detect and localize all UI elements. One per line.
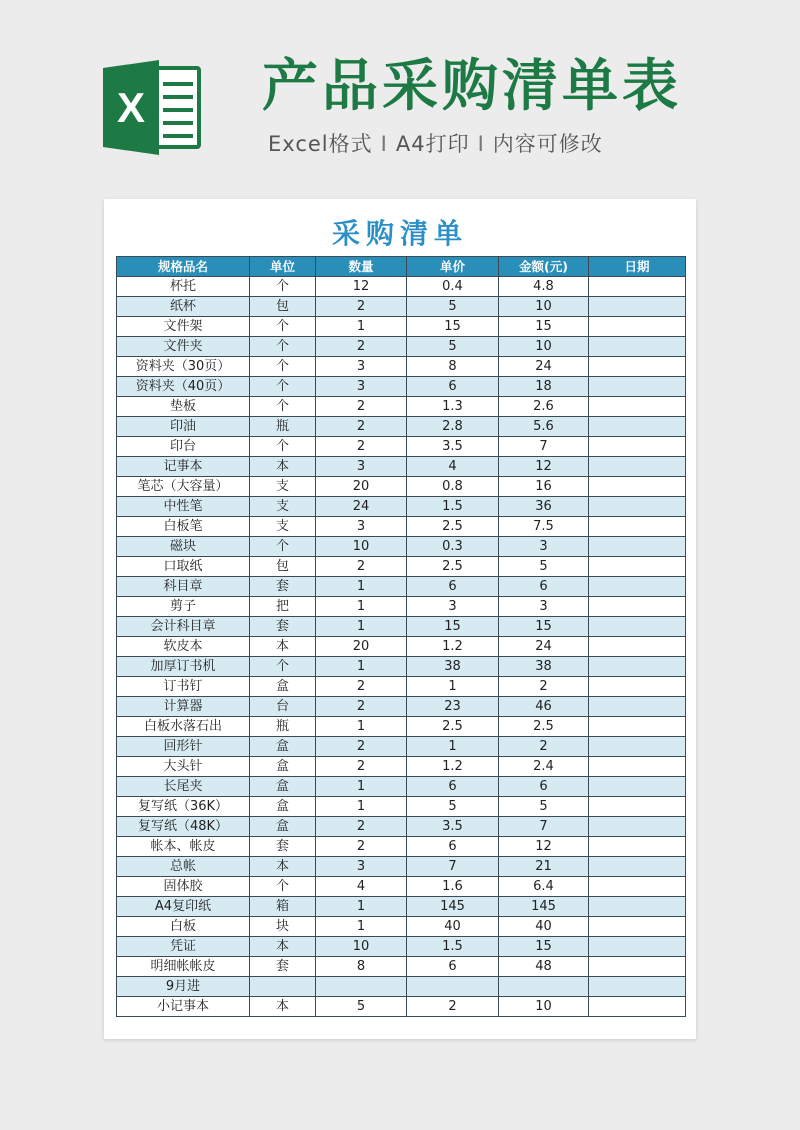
cell-amount[interactable]: 21: [499, 857, 589, 877]
cell-quantity[interactable]: 10: [316, 537, 407, 557]
cell-quantity[interactable]: 4: [316, 877, 407, 897]
table-row: [117, 977, 686, 997]
cell-quantity[interactable]: [316, 977, 407, 997]
table-row: [117, 337, 686, 357]
cell-item-name[interactable]: 中性笔: [117, 497, 250, 517]
cell-item-name[interactable]: 会计科目章: [117, 617, 250, 637]
cell-quantity[interactable]: 2: [316, 817, 407, 837]
cell-unit-price[interactable]: 6: [407, 777, 499, 797]
cell-unit-price[interactable]: 40: [407, 917, 499, 937]
cell-amount[interactable]: 7: [499, 437, 589, 457]
cell-unit[interactable]: 支: [250, 497, 316, 517]
cell-item-name[interactable]: 记事本: [117, 457, 250, 477]
cell-quantity[interactable]: 1: [316, 617, 407, 637]
cell-quantity[interactable]: 1: [316, 797, 407, 817]
cell-item-name[interactable]: 总帐: [117, 857, 250, 877]
cell-date[interactable]: [589, 577, 686, 597]
cell-quantity[interactable]: 2: [316, 697, 407, 717]
cell-date[interactable]: [589, 857, 686, 877]
cell-unit[interactable]: 个: [250, 337, 316, 357]
page-header: [0, 0, 800, 200]
cell-unit-price[interactable]: 15: [407, 617, 499, 637]
cell-item-name[interactable]: 帐本、帐皮: [117, 837, 250, 857]
cell-quantity[interactable]: 2: [316, 397, 407, 417]
cell-unit[interactable]: 箱: [250, 897, 316, 917]
cell-item-name[interactable]: 杯托: [117, 277, 250, 297]
cell-unit[interactable]: 支: [250, 517, 316, 537]
cell-item-name[interactable]: 剪子: [117, 597, 250, 617]
table-row: [117, 377, 686, 397]
cell-item-name[interactable]: 9月进: [117, 977, 250, 997]
cell-unit[interactable]: 支: [250, 477, 316, 497]
cell-amount[interactable]: 2.4: [499, 757, 589, 777]
cell-amount[interactable]: 3: [499, 537, 589, 557]
cell-unit[interactable]: 个: [250, 357, 316, 377]
table-row: [117, 617, 686, 637]
cell-date[interactable]: [589, 997, 686, 1017]
table-row: [117, 517, 686, 537]
cell-amount[interactable]: 7: [499, 817, 589, 837]
cell-unit-price[interactable]: [407, 977, 499, 997]
cell-unit-price[interactable]: 8: [407, 357, 499, 377]
cell-date[interactable]: [589, 437, 686, 457]
cell-unit-price[interactable]: 1.2: [407, 637, 499, 657]
cell-date[interactable]: [589, 737, 686, 757]
column-header-unit-price: 单价: [407, 257, 499, 277]
cell-unit-price[interactable]: 5: [407, 337, 499, 357]
cell-date[interactable]: [589, 637, 686, 657]
cell-quantity[interactable]: 5: [316, 997, 407, 1017]
cell-unit-price[interactable]: 145: [407, 897, 499, 917]
subtitle-separator: I: [477, 132, 485, 156]
cell-date[interactable]: [589, 497, 686, 517]
cell-item-name[interactable]: 口取纸: [117, 557, 250, 577]
cell-unit-price[interactable]: 1.6: [407, 877, 499, 897]
cell-item-name[interactable]: 资料夹（30页）: [117, 357, 250, 377]
cell-date[interactable]: [589, 397, 686, 417]
cell-amount[interactable]: 38: [499, 657, 589, 677]
cell-amount[interactable]: 40: [499, 917, 589, 937]
cell-date[interactable]: [589, 417, 686, 437]
cell-unit-price[interactable]: 0.3: [407, 537, 499, 557]
table-row: [117, 557, 686, 577]
cell-unit[interactable]: 个: [250, 397, 316, 417]
cell-unit[interactable]: 个: [250, 437, 316, 457]
table-row: [117, 497, 686, 517]
table-row: [117, 717, 686, 737]
cell-item-name[interactable]: 软皮本: [117, 637, 250, 657]
cell-item-name[interactable]: 复写纸（36K）: [117, 797, 250, 817]
cell-amount[interactable]: 2.5: [499, 717, 589, 737]
cell-date[interactable]: [589, 937, 686, 957]
cell-unit[interactable]: 把: [250, 597, 316, 617]
cell-unit[interactable]: 台: [250, 697, 316, 717]
cell-item-name[interactable]: 白板笔: [117, 517, 250, 537]
cell-date[interactable]: [589, 837, 686, 857]
cell-unit-price[interactable]: 5: [407, 797, 499, 817]
cell-unit[interactable]: 包: [250, 557, 316, 577]
page-title: 产品采购清单表: [262, 54, 682, 119]
cell-unit-price[interactable]: 2.5: [407, 517, 499, 537]
cell-quantity[interactable]: 1: [316, 917, 407, 937]
cell-date[interactable]: [589, 297, 686, 317]
table-row: [117, 997, 686, 1017]
cell-unit-price[interactable]: 1.3: [407, 397, 499, 417]
cell-quantity[interactable]: 2: [316, 437, 407, 457]
cell-quantity[interactable]: 2: [316, 737, 407, 757]
cell-amount[interactable]: 6: [499, 777, 589, 797]
cell-unit-price[interactable]: 2.5: [407, 557, 499, 577]
cell-unit-price[interactable]: 6: [407, 377, 499, 397]
cell-item-name[interactable]: 凭证: [117, 937, 250, 957]
cell-date[interactable]: [589, 317, 686, 337]
cell-unit[interactable]: 盒: [250, 817, 316, 837]
cell-item-name[interactable]: 订书钉: [117, 677, 250, 697]
cell-item-name[interactable]: 白板: [117, 917, 250, 937]
cell-amount[interactable]: 2: [499, 737, 589, 757]
cell-item-name[interactable]: 白板水落石出: [117, 717, 250, 737]
table-row: [117, 397, 686, 417]
table-row: [117, 817, 686, 837]
cell-item-name[interactable]: 加厚订书机: [117, 657, 250, 677]
cell-unit[interactable]: 本: [250, 637, 316, 657]
cell-unit-price[interactable]: 38: [407, 657, 499, 677]
table-row: [117, 757, 686, 777]
cell-amount[interactable]: [499, 977, 589, 997]
cell-unit-price[interactable]: 0.8: [407, 477, 499, 497]
cell-quantity[interactable]: 3: [316, 377, 407, 397]
subtitle-format: Excel格式: [268, 132, 373, 156]
cell-unit-price[interactable]: 6: [407, 577, 499, 597]
cell-quantity[interactable]: 3: [316, 517, 407, 537]
cell-amount[interactable]: 15: [499, 937, 589, 957]
cell-date[interactable]: [589, 457, 686, 477]
cell-item-name[interactable]: 资料夹（40页）: [117, 377, 250, 397]
cell-date[interactable]: [589, 657, 686, 677]
table-row: [117, 937, 686, 957]
cell-quantity[interactable]: 24: [316, 497, 407, 517]
cell-amount[interactable]: 18: [499, 377, 589, 397]
table-row: [117, 957, 686, 977]
cell-date[interactable]: [589, 717, 686, 737]
table-row: [117, 477, 686, 497]
cell-quantity[interactable]: 8: [316, 957, 407, 977]
cell-amount[interactable]: 5: [499, 557, 589, 577]
table-row: [117, 577, 686, 597]
cell-item-name[interactable]: 大头针: [117, 757, 250, 777]
cell-amount[interactable]: 24: [499, 357, 589, 377]
cell-item-name[interactable]: 小记事本: [117, 997, 250, 1017]
cell-unit-price[interactable]: 1.2: [407, 757, 499, 777]
cell-item-name[interactable]: 计算器: [117, 697, 250, 717]
table-row: [117, 777, 686, 797]
cell-amount[interactable]: 48: [499, 957, 589, 977]
cell-date[interactable]: [589, 477, 686, 497]
cell-quantity[interactable]: 10: [316, 937, 407, 957]
cell-unit[interactable]: 瓶: [250, 717, 316, 737]
cell-unit-price[interactable]: 1.5: [407, 497, 499, 517]
cell-amount[interactable]: 6: [499, 577, 589, 597]
table-header-row: [117, 257, 686, 277]
cell-amount[interactable]: 2.6: [499, 397, 589, 417]
cell-item-name[interactable]: 垫板: [117, 397, 250, 417]
cell-quantity[interactable]: 1: [316, 577, 407, 597]
table-row: [117, 637, 686, 657]
cell-unit[interactable]: 套: [250, 617, 316, 637]
cell-unit[interactable]: 套: [250, 577, 316, 597]
cell-date[interactable]: [589, 897, 686, 917]
cell-unit[interactable]: 个: [250, 377, 316, 397]
cell-date[interactable]: [589, 677, 686, 697]
table-row: [117, 437, 686, 457]
cell-date[interactable]: [589, 617, 686, 637]
table-row: [117, 537, 686, 557]
cell-quantity[interactable]: 2: [316, 297, 407, 317]
cell-unit[interactable]: 盒: [250, 797, 316, 817]
cell-date[interactable]: [589, 357, 686, 377]
table-row: [117, 597, 686, 617]
cell-item-name[interactable]: 印油: [117, 417, 250, 437]
cell-amount[interactable]: 46: [499, 697, 589, 717]
cell-quantity[interactable]: 2: [316, 417, 407, 437]
cell-unit-price[interactable]: 3.5: [407, 437, 499, 457]
cell-quantity[interactable]: 1: [316, 597, 407, 617]
cell-unit[interactable]: 盒: [250, 757, 316, 777]
cell-quantity[interactable]: 20: [316, 637, 407, 657]
subtitle-separator: I: [380, 132, 388, 156]
cell-unit-price[interactable]: 15: [407, 317, 499, 337]
cell-amount[interactable]: 2: [499, 677, 589, 697]
excel-logo-icon: [103, 60, 203, 155]
cell-date[interactable]: [589, 597, 686, 617]
cell-unit-price[interactable]: 2.8: [407, 417, 499, 437]
cell-amount[interactable]: 145: [499, 897, 589, 917]
cell-unit[interactable]: 本: [250, 937, 316, 957]
table-row: [117, 357, 686, 377]
column-header-quantity: 数量: [316, 257, 407, 277]
cell-date[interactable]: [589, 777, 686, 797]
cell-unit-price[interactable]: 0.4: [407, 277, 499, 297]
cell-unit-price[interactable]: 1: [407, 677, 499, 697]
table-row: [117, 857, 686, 877]
cell-quantity[interactable]: 2: [316, 677, 407, 697]
cell-date[interactable]: [589, 277, 686, 297]
cell-unit-price[interactable]: 5: [407, 297, 499, 317]
subtitle-editable: 内容可修改: [492, 132, 603, 156]
cell-unit[interactable]: 套: [250, 837, 316, 857]
cell-item-name[interactable]: 磁块: [117, 537, 250, 557]
cell-unit[interactable]: 本: [250, 857, 316, 877]
column-header-item-name: 规格品名: [117, 257, 250, 277]
purchase-sheet: [104, 199, 696, 1039]
cell-unit[interactable]: 盒: [250, 777, 316, 797]
cell-amount[interactable]: 5.6: [499, 417, 589, 437]
column-header-amount: 金额(元): [499, 257, 589, 277]
cell-quantity[interactable]: 12: [316, 277, 407, 297]
cell-unit[interactable]: 盒: [250, 677, 316, 697]
cell-amount[interactable]: 36: [499, 497, 589, 517]
table-row: [117, 457, 686, 477]
cell-quantity[interactable]: 1: [316, 897, 407, 917]
cell-item-name[interactable]: 纸杯: [117, 297, 250, 317]
cell-quantity[interactable]: 2: [316, 757, 407, 777]
cell-amount[interactable]: 10: [499, 297, 589, 317]
table-row: [117, 877, 686, 897]
cell-item-name[interactable]: 文件架: [117, 317, 250, 337]
table-row: [117, 897, 686, 917]
cell-quantity[interactable]: 20: [316, 477, 407, 497]
cell-unit-price[interactable]: 3.5: [407, 817, 499, 837]
column-header-unit: 单位: [250, 257, 316, 277]
cell-unit[interactable]: 包: [250, 297, 316, 317]
cell-unit-price[interactable]: 4: [407, 457, 499, 477]
cell-unit[interactable]: 个: [250, 277, 316, 297]
cell-quantity[interactable]: 1: [316, 317, 407, 337]
cell-date[interactable]: [589, 517, 686, 537]
cell-amount[interactable]: 10: [499, 337, 589, 357]
cell-amount[interactable]: 15: [499, 317, 589, 337]
cell-item-name[interactable]: 笔芯（大容量）: [117, 477, 250, 497]
cell-quantity[interactable]: 2: [316, 557, 407, 577]
cell-unit-price[interactable]: 2: [407, 997, 499, 1017]
cell-amount[interactable]: 7.5: [499, 517, 589, 537]
table-row: [117, 737, 686, 757]
cell-date[interactable]: [589, 697, 686, 717]
table-row: [117, 837, 686, 857]
cell-unit[interactable]: 本: [250, 997, 316, 1017]
cell-quantity[interactable]: 2: [316, 337, 407, 357]
cell-quantity[interactable]: 3: [316, 357, 407, 377]
cell-unit[interactable]: 本: [250, 457, 316, 477]
sheet-title: 采购清单: [331, 217, 468, 250]
cell-item-name[interactable]: 固体胶: [117, 877, 250, 897]
cell-unit-price[interactable]: 3: [407, 597, 499, 617]
cell-amount[interactable]: 5: [499, 797, 589, 817]
cell-unit-price[interactable]: 1: [407, 737, 499, 757]
cell-item-name[interactable]: 复写纸（48K）: [117, 817, 250, 837]
cell-item-name[interactable]: 明细帐帐皮: [117, 957, 250, 977]
cell-quantity[interactable]: 3: [316, 457, 407, 477]
cell-unit[interactable]: 个: [250, 317, 316, 337]
cell-date[interactable]: [589, 537, 686, 557]
cell-amount[interactable]: 3: [499, 597, 589, 617]
cell-unit-price[interactable]: 6: [407, 957, 499, 977]
cell-item-name[interactable]: 印台: [117, 437, 250, 457]
cell-amount[interactable]: 16: [499, 477, 589, 497]
svg-text:X: X: [116, 84, 146, 131]
purchase-table: [116, 256, 686, 1017]
cell-unit[interactable]: 盒: [250, 737, 316, 757]
table-row: [117, 917, 686, 937]
page-subtitle: [268, 128, 603, 158]
table-row: [117, 677, 686, 697]
table-row: [117, 317, 686, 337]
cell-amount[interactable]: 24: [499, 637, 589, 657]
cell-quantity[interactable]: 1: [316, 657, 407, 677]
cell-item-name[interactable]: 回形针: [117, 737, 250, 757]
cell-unit-price[interactable]: 1.5: [407, 937, 499, 957]
table-row: [117, 697, 686, 717]
cell-amount[interactable]: 12: [499, 837, 589, 857]
cell-quantity[interactable]: 2: [316, 837, 407, 857]
cell-item-name[interactable]: 长尾夹: [117, 777, 250, 797]
cell-item-name[interactable]: A4复印纸: [117, 897, 250, 917]
cell-unit-price[interactable]: 6: [407, 837, 499, 857]
cell-quantity[interactable]: 1: [316, 777, 407, 797]
cell-unit[interactable]: 块: [250, 917, 316, 937]
cell-date[interactable]: [589, 557, 686, 577]
cell-date[interactable]: [589, 757, 686, 777]
cell-date[interactable]: [589, 957, 686, 977]
cell-date[interactable]: [589, 337, 686, 357]
cell-unit[interactable]: 个: [250, 877, 316, 897]
table-row: [117, 297, 686, 317]
cell-date[interactable]: [589, 877, 686, 897]
cell-item-name[interactable]: 科目章: [117, 577, 250, 597]
cell-quantity[interactable]: 3: [316, 857, 407, 877]
cell-date[interactable]: [589, 377, 686, 397]
cell-amount[interactable]: 10: [499, 997, 589, 1017]
cell-date[interactable]: [589, 817, 686, 837]
table-row: [117, 657, 686, 677]
cell-date[interactable]: [589, 797, 686, 817]
table-row: [117, 277, 686, 297]
cell-unit[interactable]: 个: [250, 657, 316, 677]
cell-amount[interactable]: 6.4: [499, 877, 589, 897]
table-row: [117, 417, 686, 437]
cell-item-name[interactable]: 文件夹: [117, 337, 250, 357]
cell-unit[interactable]: 瓶: [250, 417, 316, 437]
cell-unit-price[interactable]: 2.5: [407, 717, 499, 737]
column-header-date: 日期: [589, 257, 686, 277]
cell-amount[interactable]: 12: [499, 457, 589, 477]
cell-unit-price[interactable]: 23: [407, 697, 499, 717]
cell-quantity[interactable]: 1: [316, 717, 407, 737]
cell-amount[interactable]: 15: [499, 617, 589, 637]
cell-unit[interactable]: 套: [250, 957, 316, 977]
cell-date[interactable]: [589, 917, 686, 937]
cell-unit-price[interactable]: 7: [407, 857, 499, 877]
subtitle-print: A4打印: [395, 132, 470, 156]
cell-amount[interactable]: 4.8: [499, 277, 589, 297]
cell-unit[interactable]: 个: [250, 537, 316, 557]
cell-unit[interactable]: [250, 977, 316, 997]
cell-date[interactable]: [589, 977, 686, 997]
table-row: [117, 797, 686, 817]
